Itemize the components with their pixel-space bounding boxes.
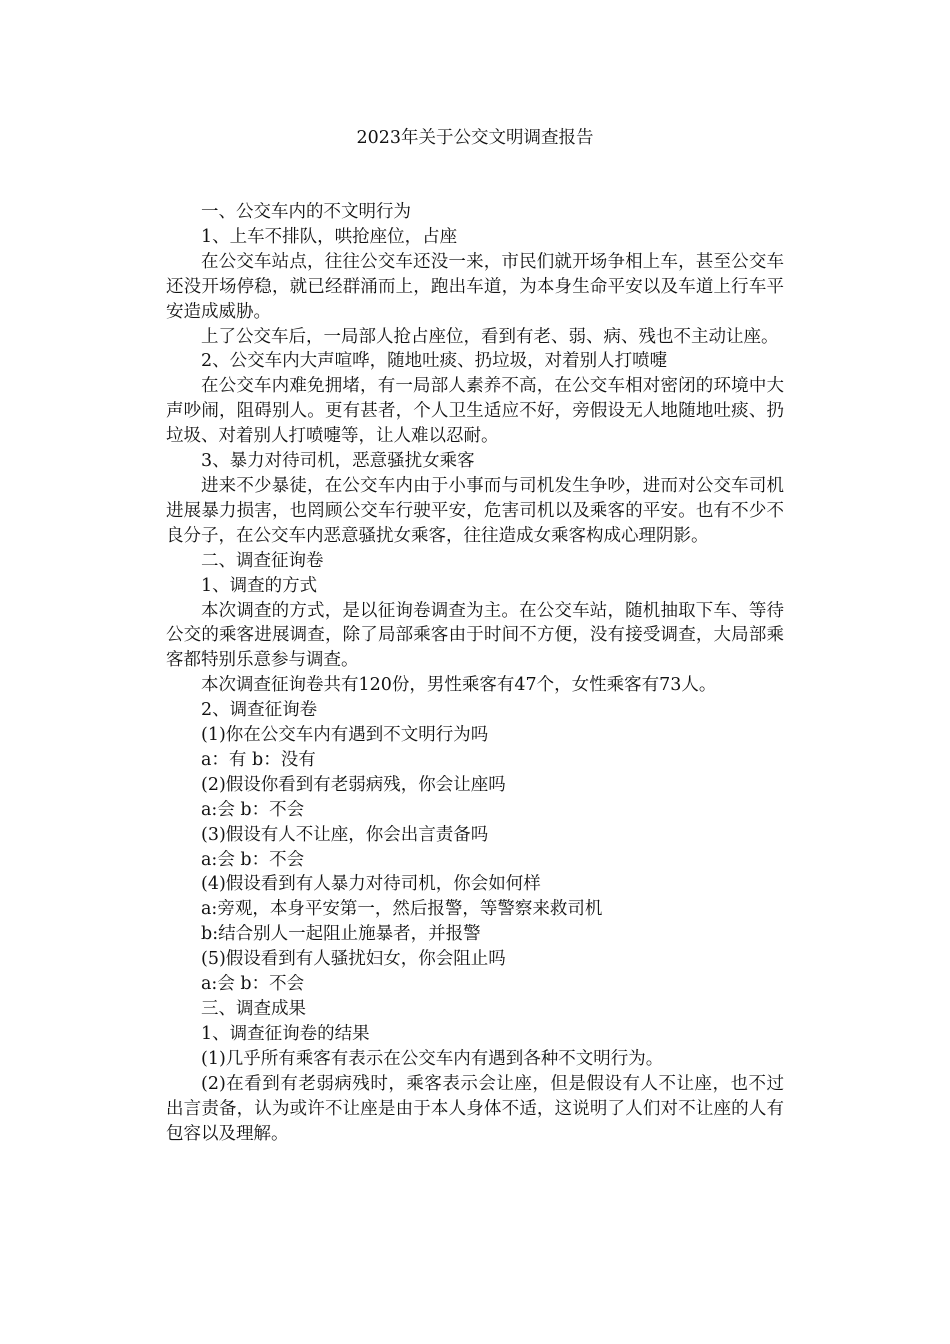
result-1: (1)几乎所有乘客有表示在公交车内有遇到各种不文明行为。 bbox=[201, 1048, 664, 1069]
question-3: (3)假设有人不让座，你会出言责备吗 bbox=[201, 824, 489, 845]
section-heading-1: 一、公交车内的不文明行为 bbox=[201, 202, 411, 222]
subheading-2-1: 1、调查的方式 bbox=[201, 575, 318, 596]
paragraph: 进来不少暴徒，在公交车内由于小事而与司机发生争吵，进而对公交车司机进展暴力损害，也罔顾公交车行驶平安，危害司机以及乘客的平安。也有不少不良分子，在公交车内恶意骚扰女乘客，往往造成女乘客构成心理阴影。 bbox=[166, 475, 784, 546]
question-4: (4)假设看到有人暴力对待司机，你会如何样 bbox=[201, 874, 541, 895]
answer-options-2: a:会 b：不会 bbox=[201, 799, 305, 820]
document-body bbox=[166, 200, 784, 1146]
answer-options-5: a:会 b：不会 bbox=[201, 974, 305, 995]
subheading-1-2: 2、公交车内大声喧哗，随地吐痰、扔垃圾，对着别人打喷嚏 bbox=[201, 351, 668, 372]
answer-option-4b: b:结合别人一起阻止施暴者，并报警 bbox=[201, 924, 481, 945]
answer-options-1: a：有 b：没有 bbox=[201, 749, 316, 770]
paragraph: 上了公交车后，一局部人抢占座位，看到有老、弱、病、残也不主动让座。 bbox=[201, 326, 779, 347]
question-5: (5)假设看到有人骚扰妇女，你会阻止吗 bbox=[201, 949, 506, 970]
answer-option-4a: a:旁观，本身平安第一，然后报警，等警察来救司机 bbox=[201, 899, 603, 920]
question-2: (2)假设你看到有老弱病残，你会让座吗 bbox=[201, 774, 506, 795]
document-title: 2023年关于公交文明调查报告 bbox=[356, 128, 594, 148]
result-2: (2)在看到有老弱病残时，乘客表示会让座，但是假设有人不让座，也不过出言责备，认为或许不让座是由于本人身体不适，这说明了人们对不让座的人有包容以及理解。 bbox=[166, 1073, 784, 1144]
question-1: (1)你在公交车内有遇到不文明行为吗 bbox=[201, 725, 489, 746]
paragraph: 本次调查的方式，是以征询卷调查为主。在公交车站，随机抽取下车、等待公交的乘客进展调查，除了局部乘客由于时间不方便，没有接受调查，大局部乘客都特别乐意参与调查。 bbox=[166, 600, 784, 671]
paragraph: 在公交车内难免拥堵，有一局部人素养不高，在公交车相对密闭的环境中大声吵闹，阻碍别人。更有甚者，个人卫生适应不好，旁假设无人地随地吐痰、扔垃圾、对着别人打喷嚏等，让人难以忍耐。 bbox=[166, 376, 784, 447]
paragraph: 在公交车站点，往往公交车还没一来，市民们就开场争相上车，甚至公交车还没开场停稳，就已经群涌而上，跑出车道，为本身生命平安以及车道上行车平安造成威胁。 bbox=[166, 251, 784, 322]
section-heading-3: 三、调查成果 bbox=[201, 999, 306, 1019]
subheading-3-1: 1、调查征询卷的结果 bbox=[201, 1023, 370, 1044]
paragraph: 本次调查征询卷共有120份，男性乘客有47个，女性乘客有73人。 bbox=[201, 675, 717, 696]
section-heading-2: 二、调查征询卷 bbox=[201, 550, 324, 571]
subheading-2-2: 2、调查征询卷 bbox=[201, 700, 318, 721]
answer-options-3: a:会 b：不会 bbox=[201, 849, 305, 870]
subheading-1-1: 1、上车不排队，哄抢座位，占座 bbox=[201, 226, 458, 247]
subheading-1-3: 3、暴力对待司机，恶意骚扰女乘客 bbox=[201, 451, 475, 472]
